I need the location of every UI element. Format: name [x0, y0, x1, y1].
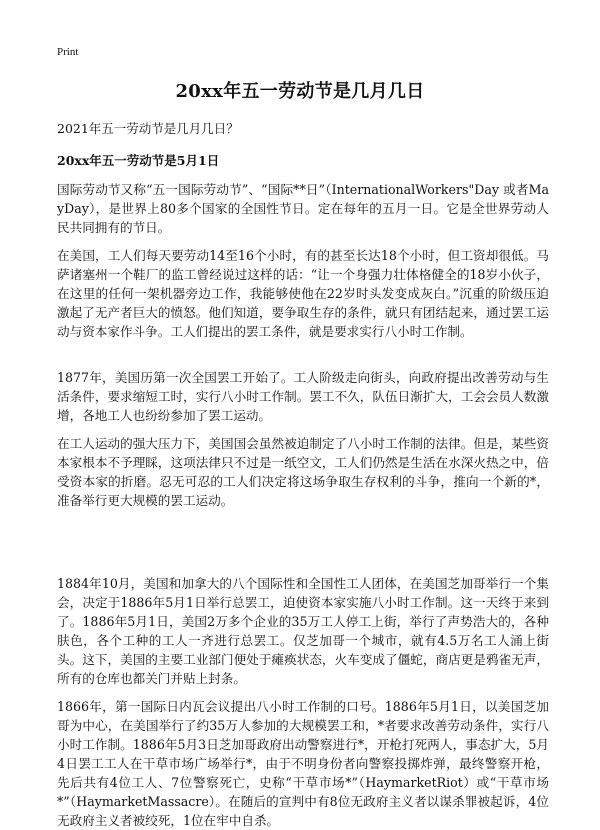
print-label: Print: [57, 46, 79, 58]
paragraph-1884-chicago: 1884年10月，美国和加拿大的八个国际性和全国性工人团体，在美国芝加哥举行一个集会，决定于1886年5月1日举行总罢工，迫使资本家实施八小时工作制。这一天终于来到了。1886年5月1日，美国2万多个企业的35万工人停工上街，举行了声势浩大的，各种肤色，各个工种的工人一齐进行总罢工。仅芝加哥一个城市，就有4.5万名工人涌上街头。这下，美国的主要工业部门便处于瘫痪状态，火车变成了僵蛇，商店更是鸦雀无声，所有的仓库也都关门并贴上封条。: [57, 576, 549, 686]
paragraph-us-workers: 在美国，工人们每天要劳动14至16个小时，有的甚至长达18个小时，但工资却很低。马萨诸塞州一个鞋厂的监工曾经说过这样的话：“让一个身强力壮体格健全的18岁小伙子，在这里的任何一架机器旁边工作，我能够使他在22岁时头发变成灰白。”沉重的阶级压迫激起了无产者巨大的愤怒。他们知道，要争取生存的条件，就只有团结起来，通过罢工运动与资本家作斗争。工人们提出的罢工条件，就是要求实行八小时工作制。: [57, 248, 549, 339]
question-line: 2021年五一劳动节是几月几日？: [57, 121, 239, 136]
page-title: 20xx年五一劳动节是几月几日: [175, 81, 425, 102]
paragraph-congress-law: 在工人运动的强大压力下，美国国会虽然被迫制定了八小时工作制的法律。但是，某些资本家根本不予理睬，这项法律只不过是一纸空文，工人们仍然是生活在水深火热之中，倍受资本家的折磨。忍无可忍的工人们决定将这场争取生存权利的斗争，推向一个新的*，准备举行更大规模的罢工运动。: [57, 436, 549, 508]
paragraph-intro: 国际劳动节又称“五一国际劳动节”、“国际**日”（InternationalWorkers"Day 或者MayDay），是世界上80多个国家的全国性节日。定在每年的五月一日。它是全世界劳动人民共同拥有的节日。: [57, 182, 549, 235]
answer-heading: 20xx年五一劳动节是5月1日: [57, 153, 220, 168]
paragraph-1866-haymarket: 1866年，第一国际日内瓦会议提出八小时工作制的口号。1886年5月1日，以美国芝加哥为中心，在美国举行了约35万人参加的大规模罢工和，*者要求改善劳动条件，实行八小时工作制。1886年5月3日芝加哥政府出动警察进行*，开枪打死两人，事态扩大，5月4日罢工工人在干草市场广场举行*，由于不明身份者向警察投掷炸弹，最终警察开枪，先后共有4位工人、7位警察死亡，史称“干草市场*”（HaymarketRiot）或“干草市场*”（HaymarketMassacre）。在随后的宣判中有8位无政府主义者以谋杀罪被起诉，4位无政府主义者被绞死，1位在牢中自杀。: [57, 699, 549, 828]
paragraph-1877-strike: 1877年，美国历第一次全国罢工开始了。工人阶级走向街头，向政府提出改善劳动与生活条件，要求缩短工时，实行八小时工作制。罢工不久，队伍日渐扩大，工会会员人数激增，各地工人也纷纷参加了罢工运动。: [57, 370, 549, 423]
